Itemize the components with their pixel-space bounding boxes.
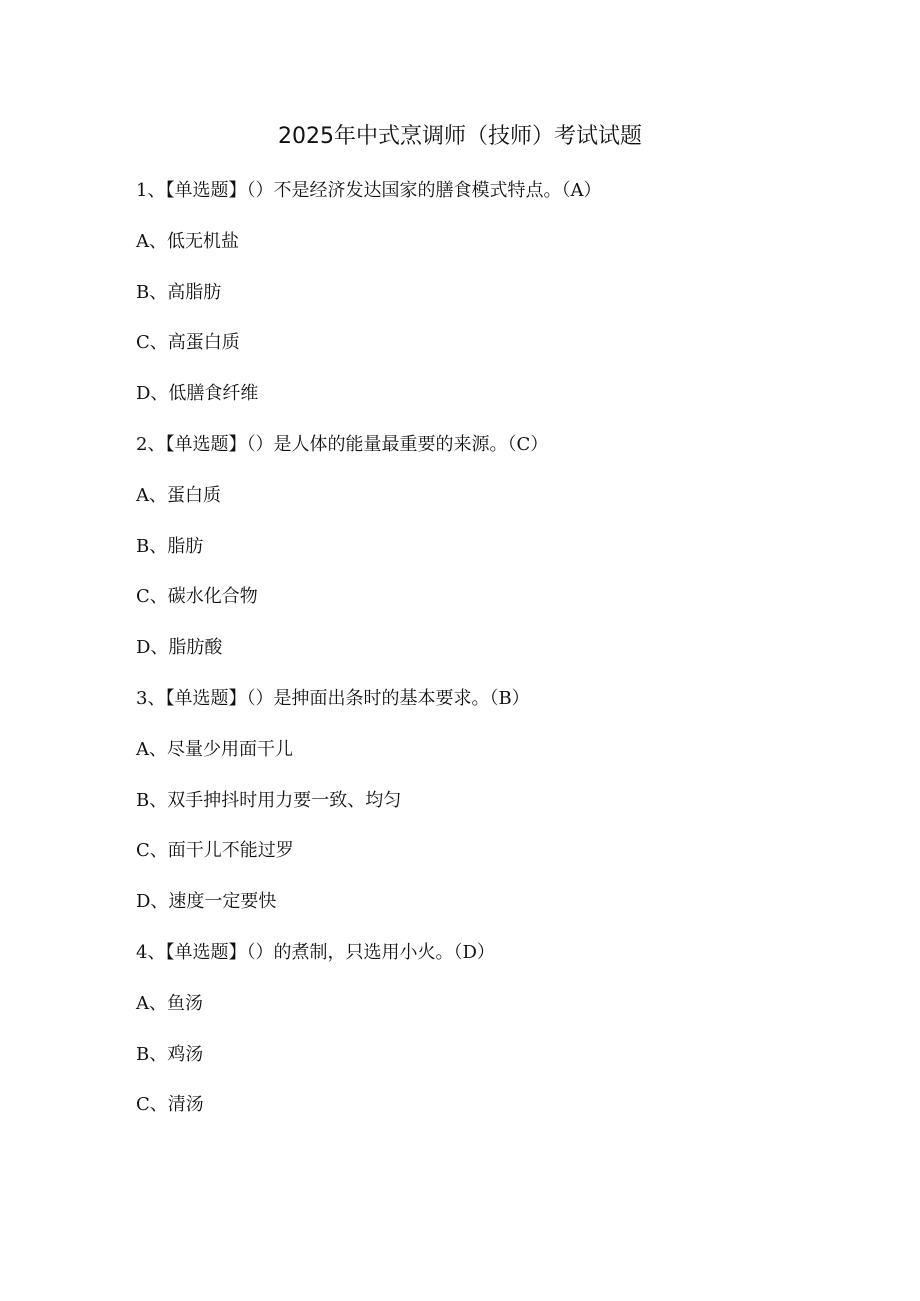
question-4-option-a: A、鱼汤 bbox=[136, 992, 203, 1014]
question-2-option-c: C、碳水化合物 bbox=[136, 586, 258, 608]
question-3-stem: 3、【单选题】（）是抻面出条时的基本要求。（B） bbox=[136, 687, 530, 709]
question-3-option-a: A、尽量少用面干儿 bbox=[136, 738, 293, 760]
question-3-option-d: D、速度一定要快 bbox=[136, 891, 277, 913]
question-list bbox=[136, 176, 836, 1141]
question-4-stem: 4、【单选题】（）的煮制，只选用小火。（D） bbox=[136, 941, 495, 963]
question-2-option-d: D、脂肪酸 bbox=[136, 637, 223, 659]
question-1-option-c: C、高蛋白质 bbox=[136, 332, 240, 354]
question-1-stem: 1、【单选题】（）不是经济发达国家的膳食模式特点。（A） bbox=[136, 180, 602, 201]
question-1-option-d: D、低膳食纤维 bbox=[136, 383, 259, 405]
question-3-option-c: C、面干儿不能过罗 bbox=[136, 840, 294, 862]
question-1-option-b: B、高脂肪 bbox=[136, 281, 222, 303]
question-4-option-c: C、清汤 bbox=[136, 1094, 204, 1116]
question-2-stem: 2、【单选题】（）是人体的能量最重要的来源。（C） bbox=[136, 433, 549, 455]
question-2-option-b: B、脂肪 bbox=[136, 535, 204, 557]
question-1-option-a: A、低无机盐 bbox=[136, 230, 239, 252]
question-2-option-a: A、蛋白质 bbox=[136, 484, 221, 506]
question-4-option-b: B、鸡汤 bbox=[136, 1043, 204, 1065]
question-3-option-b: B、双手抻抖时用力要一致、均匀 bbox=[136, 789, 402, 811]
document-title: 2025年中式烹调师（技师）考试试题 bbox=[278, 124, 642, 149]
